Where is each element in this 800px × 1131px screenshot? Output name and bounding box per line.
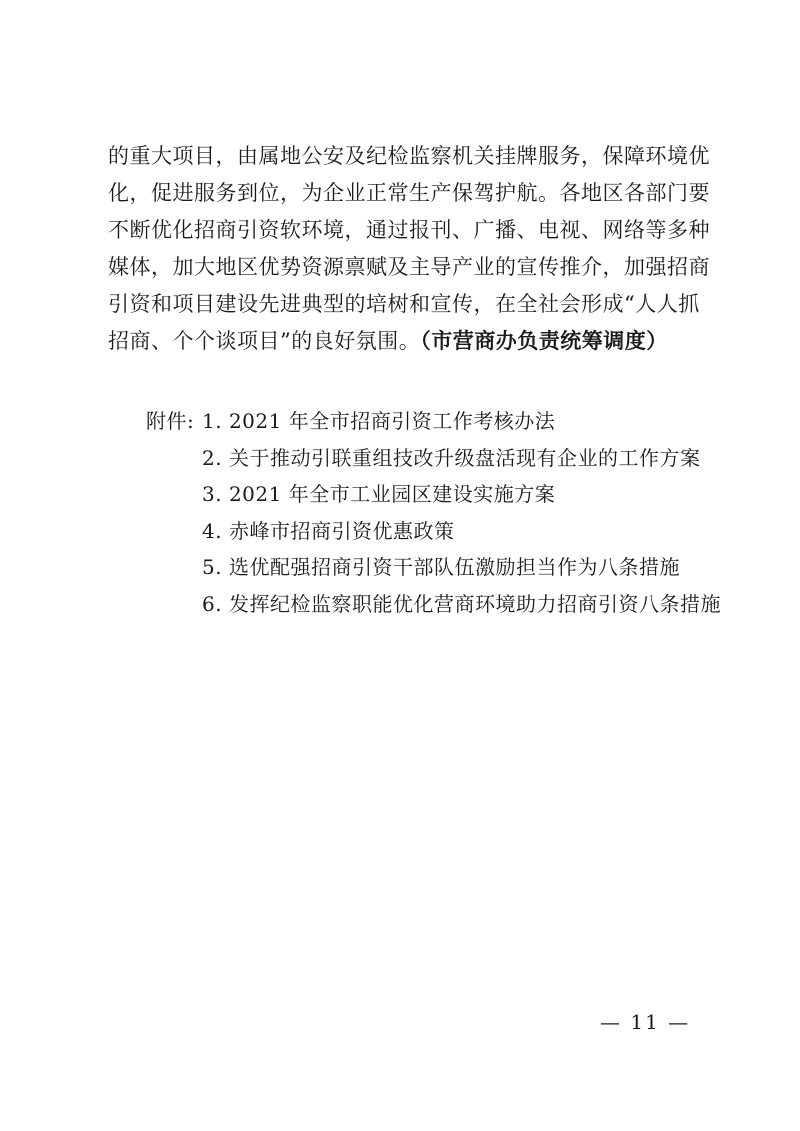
attachment-item: 2. 关于推动引联重组技改升级盘活现有企业的工作方案 (202, 445, 701, 470)
attachment-item: 5. 选优配强招商引资干部队伍激励担当作为八条措施 (202, 555, 680, 579)
attachment-row (146, 586, 746, 623)
body-paragraph (108, 138, 708, 360)
body-line: 媒体，加大地区优势资源禀赋及主导产业的宣传推介，加强招商 (108, 255, 710, 279)
body-last-line-text: 招商、个个谈项目”的良好氛围。 (108, 329, 421, 353)
attachment-row (146, 513, 746, 550)
body-line: 不断优化招商引资软环境，通过报刊、广播、电视、网络等多种 (108, 218, 710, 242)
attachments-label: 附件: (146, 409, 195, 433)
body-line: 的重大项目，由属地公安及纪检监察机关挂牌服务，保障环境优 (108, 144, 710, 168)
responsibility-note: （市营商办负责统筹调度） (420, 329, 668, 353)
body-line: 化，促进服务到位，为企业正常生产保驾护航。各地区各部门要 (108, 181, 710, 205)
attachment-row (146, 403, 746, 440)
attachment-row (146, 549, 746, 586)
page-number: — 11 — (600, 1010, 691, 1034)
attachment-item: 4. 赤峰市招商引资优惠政策 (202, 518, 455, 543)
attachment-item: 1. 2021 年全市招商引资工作考核办法 (202, 409, 556, 433)
attachment-item: 6. 发挥纪检监察职能优化营商环境助力招商引资八条措施 (202, 591, 721, 616)
attachment-row (146, 440, 746, 477)
attachment-item: 3. 2021 年全市工业园区建设实施方案 (202, 482, 556, 506)
body-last-line (108, 323, 708, 360)
attachment-row (146, 476, 746, 513)
body-line: 引资和项目建设先进典型的培树和宣传，在全社会形成“人人抓 (108, 292, 700, 316)
attachments-list (146, 403, 746, 622)
